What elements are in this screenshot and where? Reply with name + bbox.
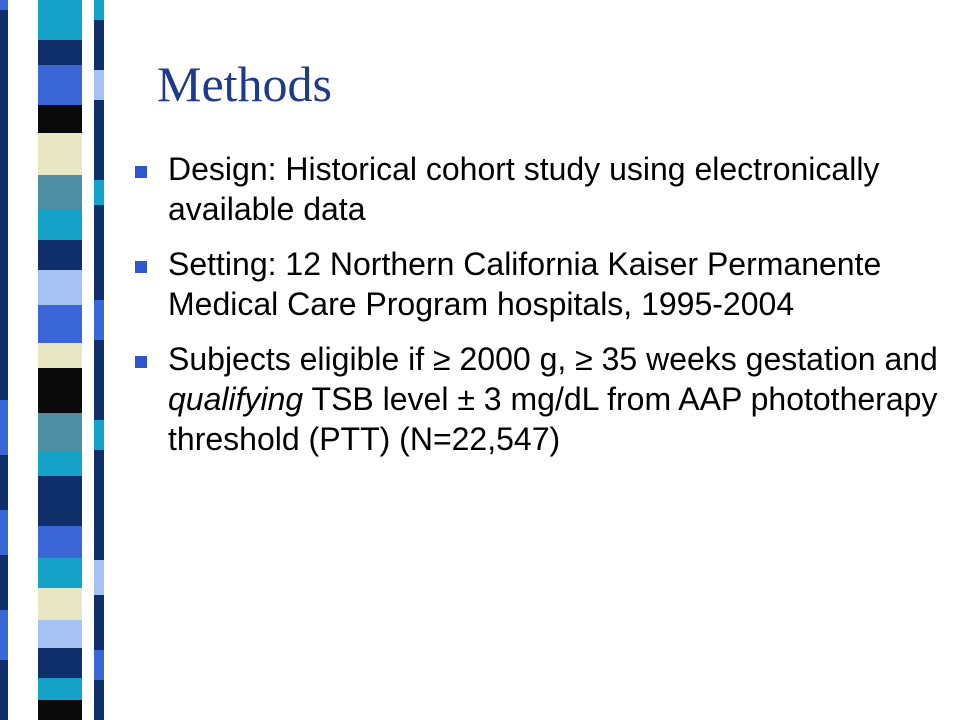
stripe-block	[38, 40, 82, 65]
stripe-block	[38, 588, 82, 620]
decorative-stripe	[0, 0, 110, 720]
bullet-list	[118, 149, 953, 474]
bullet-text-segment: Subjects eligible if ≥ 2000 g, ≥ 35 weeks gestation and	[168, 341, 938, 377]
stripe-left-accent	[0, 510, 8, 555]
stripe-block	[38, 175, 82, 210]
stripe-block	[38, 700, 82, 720]
stripe-block	[38, 343, 82, 368]
stripe-right-band	[94, 0, 104, 720]
stripe-block	[38, 678, 82, 700]
stripe-block	[38, 65, 82, 105]
stripe-block	[38, 133, 82, 175]
stripe-block	[38, 0, 82, 40]
stripe-left-accent	[0, 0, 8, 10]
stripe-block	[38, 620, 82, 648]
stripe-block	[38, 451, 82, 476]
stripe-block	[38, 368, 82, 413]
square-bullet-icon	[135, 356, 147, 368]
stripe-block	[38, 648, 82, 678]
bullet-item-subjects	[118, 339, 953, 459]
stripe-block	[38, 305, 82, 343]
bullet-text-segment: TSB level ± 3 mg/dL from AAP phototherapy threshold (PTT) (N=22,547)	[168, 381, 938, 457]
square-bullet-icon	[135, 166, 147, 178]
stripe-right-accent	[94, 300, 104, 340]
bullet-text-emphasis: qualifying	[168, 381, 304, 417]
slide-title: Methods	[157, 56, 332, 112]
bullet-item-setting	[118, 244, 953, 324]
stripe-right-accent	[94, 420, 104, 450]
stripe-block	[38, 476, 82, 526]
stripe-right-accent	[94, 560, 104, 595]
stripe-block	[38, 526, 82, 558]
bullet-text-segment: Design: Historical cohort study using electronically available data	[168, 151, 880, 227]
stripe-left-accent	[0, 400, 8, 455]
bullet-text-segment: Setting: 12 Northern California Kaiser Permanente Medical Care Program hospitals, 1995-2004	[168, 246, 882, 322]
bullet-text	[168, 341, 938, 457]
stripe-right-accent	[94, 180, 104, 205]
stripe-block	[38, 413, 82, 451]
square-bullet-icon	[135, 261, 147, 273]
bullet-text	[168, 246, 881, 322]
stripe-left-accent	[0, 610, 8, 660]
stripe-block	[38, 105, 82, 133]
stripe-block	[38, 558, 82, 588]
stripe-right-accent	[94, 650, 104, 680]
stripe-block	[38, 240, 82, 270]
stripe-right-accent	[94, 0, 104, 20]
stripe-block	[38, 210, 82, 240]
stripe-block	[38, 270, 82, 305]
stripe-right-accent	[94, 70, 104, 100]
bullet-text	[168, 151, 879, 227]
bullet-item-design	[118, 149, 953, 229]
